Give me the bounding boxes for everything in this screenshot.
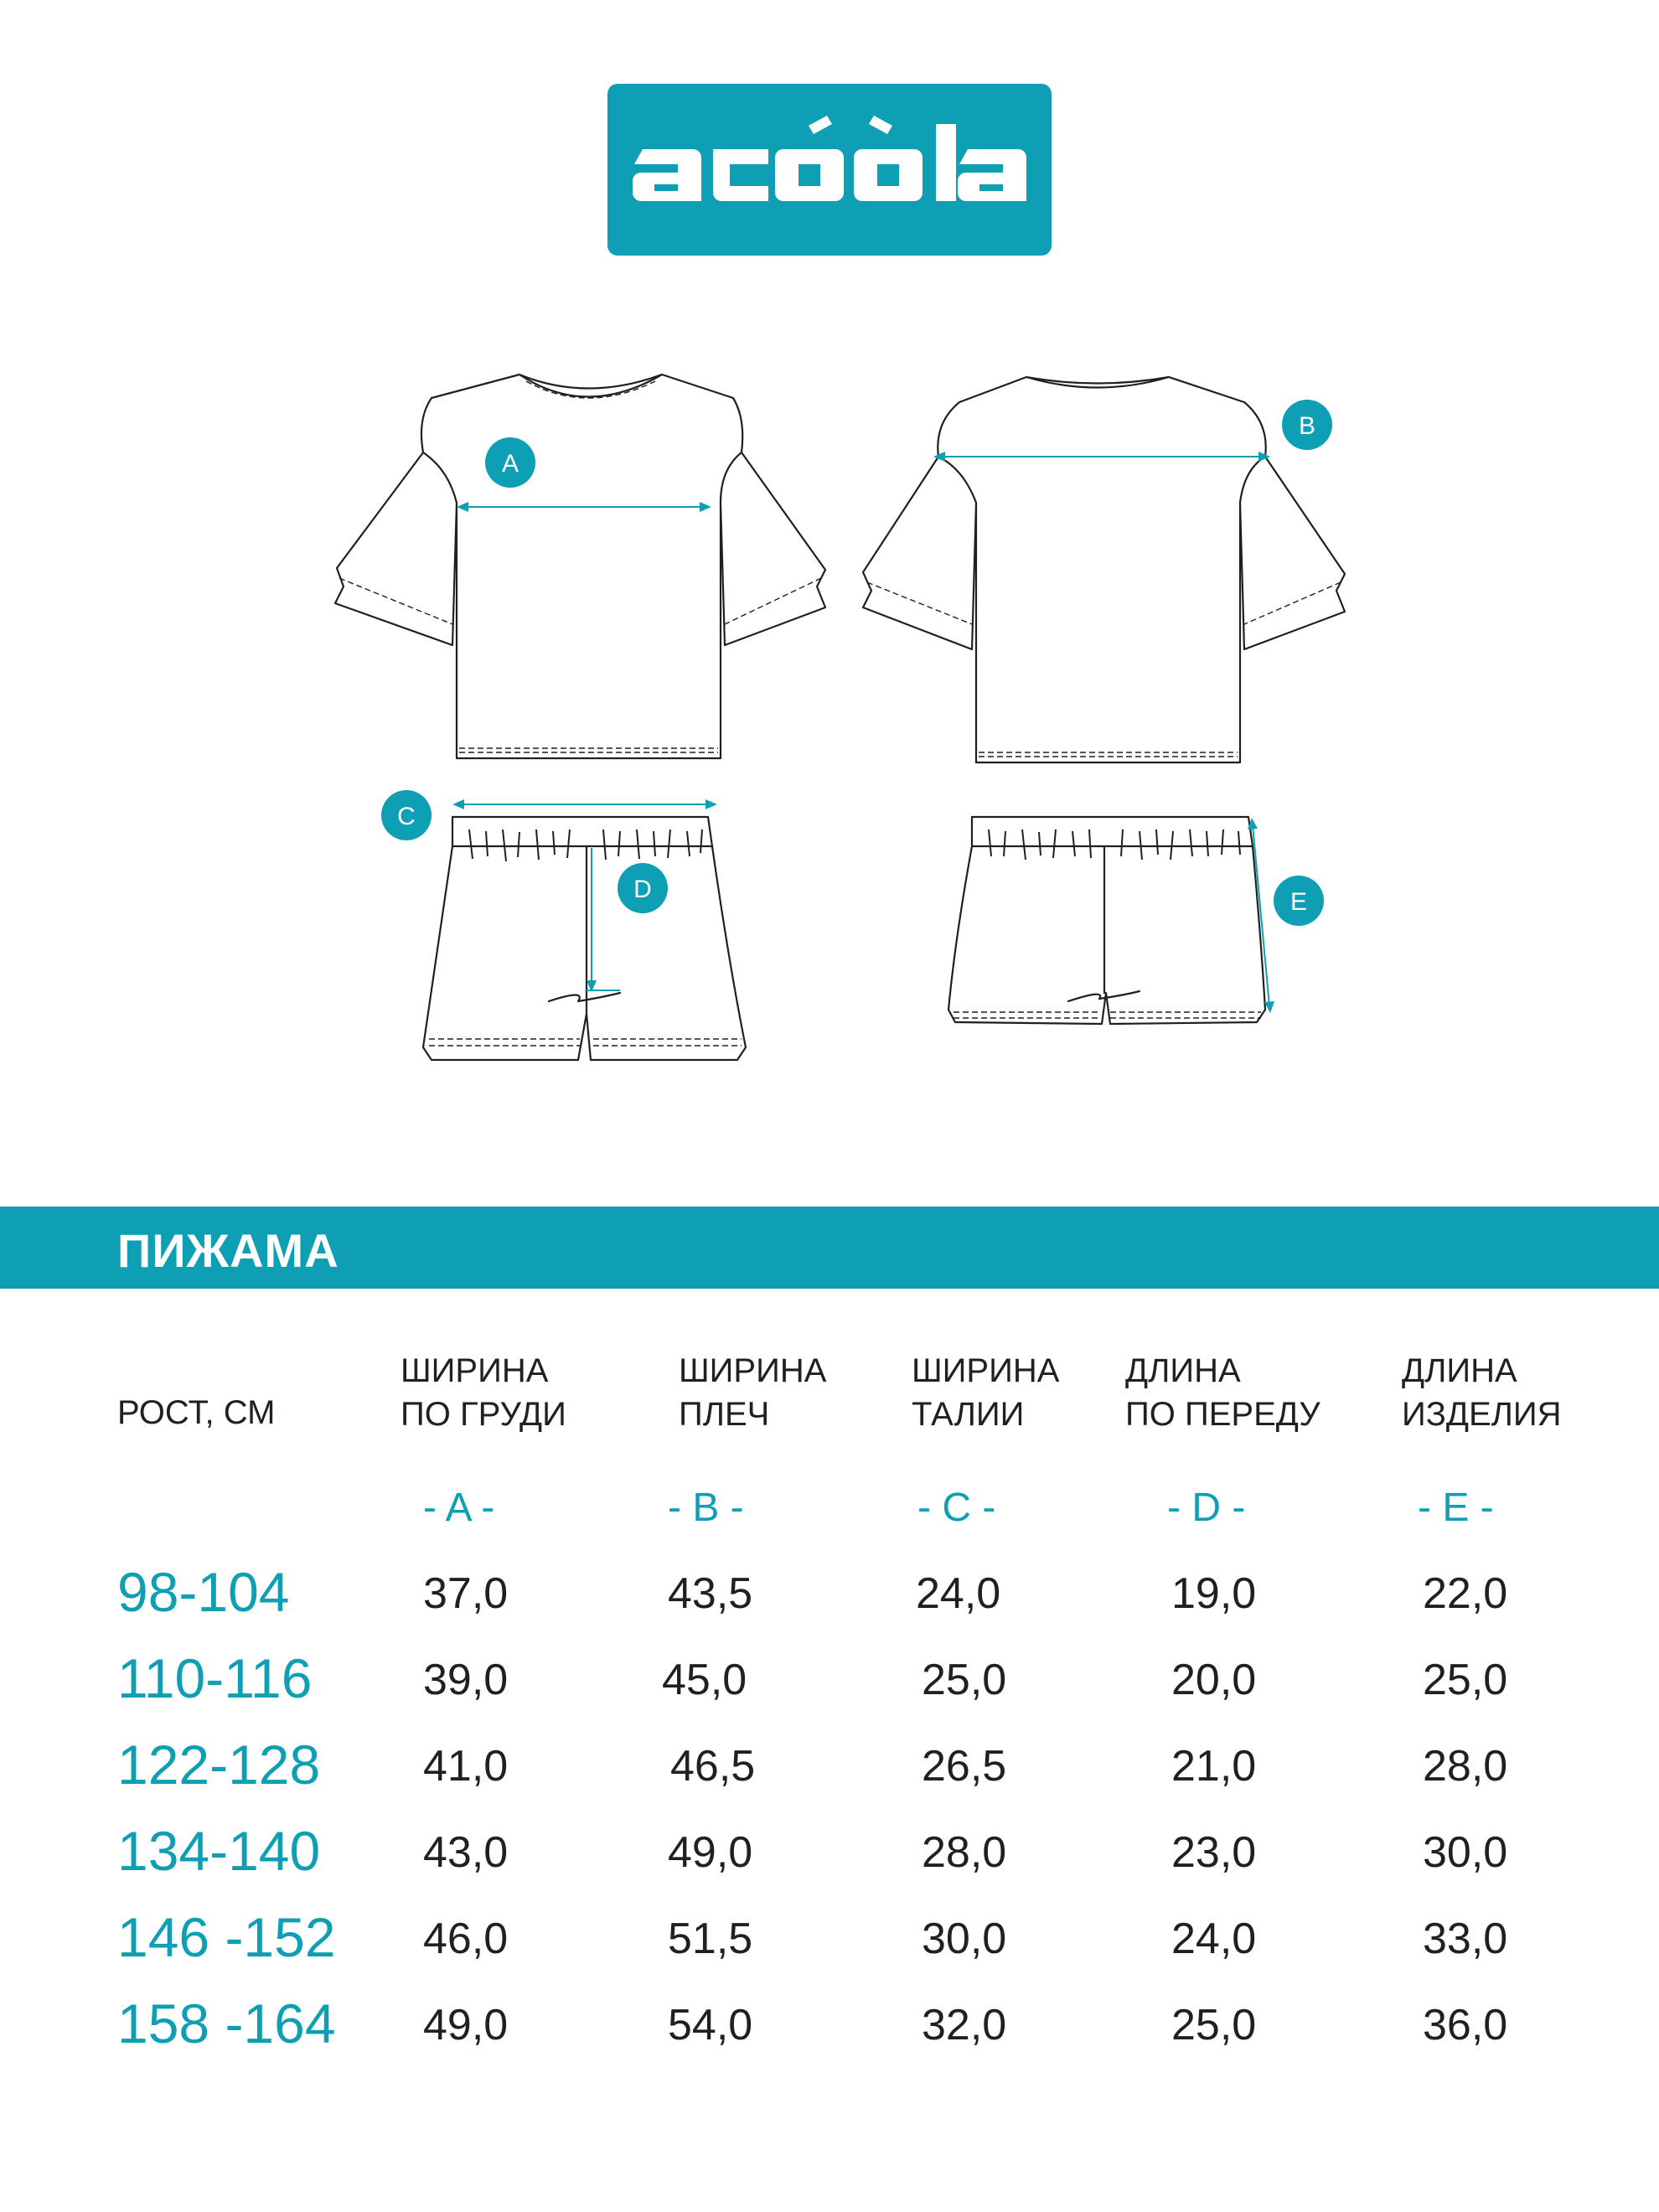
measure-line-b bbox=[933, 452, 1270, 462]
cell-waist-width: 24,0 bbox=[916, 1569, 1001, 1618]
column-code-e: - E - bbox=[1418, 1486, 1494, 1530]
section-title: ПИЖАМА bbox=[117, 1224, 339, 1277]
shorts-back-drawing bbox=[948, 817, 1265, 1024]
cell-product-length: 36,0 bbox=[1423, 2001, 1508, 2049]
cell-waist-width: 26,5 bbox=[922, 1742, 1007, 1791]
column-code-d: - D - bbox=[1167, 1486, 1246, 1530]
cell-shoulder-width: 43,5 bbox=[668, 1569, 753, 1618]
cell-front-length: 21,0 bbox=[1171, 1742, 1257, 1791]
cell-shoulder-width: 51,5 bbox=[668, 1915, 753, 1963]
svg-text:B: B bbox=[1298, 412, 1316, 440]
callout-b bbox=[1282, 400, 1332, 450]
cell-chest-width: 43,0 bbox=[423, 1828, 509, 1877]
row-height: 158 -164 bbox=[117, 1992, 336, 2054]
cell-shoulder-width: 45,0 bbox=[662, 1656, 747, 1704]
column-header-a: ШИРИНА ПО ГРУДИ bbox=[401, 1352, 566, 1433]
cell-waist-width: 28,0 bbox=[922, 1828, 1007, 1877]
callout-d bbox=[618, 863, 668, 913]
cell-shoulder-width: 54,0 bbox=[668, 2001, 753, 2049]
cell-shoulder-width: 46,5 bbox=[670, 1742, 756, 1791]
svg-text:C: C bbox=[397, 803, 416, 830]
cell-shoulder-width: 49,0 bbox=[668, 1828, 753, 1877]
callout-e bbox=[1274, 876, 1324, 926]
measure-line-a bbox=[457, 502, 711, 512]
column-header-d: ДЛИНА ПО ПЕРЕДУ bbox=[1125, 1352, 1320, 1433]
cell-front-length: 25,0 bbox=[1171, 2001, 1257, 2049]
row-height: 134-140 bbox=[117, 1820, 321, 1882]
row-height: 98-104 bbox=[117, 1561, 290, 1623]
cell-product-length: 25,0 bbox=[1423, 1656, 1508, 1704]
cell-front-length: 23,0 bbox=[1171, 1828, 1257, 1877]
cell-chest-width: 49,0 bbox=[423, 2001, 509, 2049]
tshirt-front-drawing bbox=[335, 375, 825, 758]
cell-chest-width: 39,0 bbox=[423, 1656, 509, 1704]
row-height: 110-116 bbox=[117, 1647, 313, 1709]
column-header-c: ШИРИНА ТАЛИИ bbox=[912, 1352, 1060, 1433]
cell-chest-width: 46,0 bbox=[423, 1915, 509, 1963]
column-code-a: - A - bbox=[423, 1486, 495, 1530]
section-banner bbox=[0, 1207, 1659, 1289]
column-header-e: ДЛИНА ИЗДЕЛИЯ bbox=[1402, 1352, 1562, 1433]
cell-front-length: 19,0 bbox=[1171, 1569, 1257, 1618]
callout-a bbox=[485, 437, 535, 488]
cell-chest-width: 41,0 bbox=[423, 1742, 509, 1791]
cell-product-length: 30,0 bbox=[1423, 1828, 1508, 1877]
cell-product-length: 33,0 bbox=[1423, 1915, 1508, 1963]
cell-waist-width: 25,0 bbox=[922, 1656, 1007, 1704]
cell-front-length: 24,0 bbox=[1171, 1915, 1257, 1963]
row-height: 146 -152 bbox=[117, 1906, 336, 1968]
svg-text:A: A bbox=[501, 450, 519, 478]
cell-waist-width: 30,0 bbox=[922, 1915, 1007, 1963]
height-column-header: РОСТ, СМ bbox=[117, 1394, 276, 1431]
callout-c bbox=[381, 790, 432, 840]
svg-text:E: E bbox=[1289, 888, 1308, 916]
cell-product-length: 28,0 bbox=[1423, 1742, 1508, 1791]
cell-chest-width: 37,0 bbox=[423, 1569, 509, 1618]
column-code-b: - B - bbox=[668, 1486, 744, 1530]
measure-line-d bbox=[587, 848, 620, 992]
column-header-b: ШИРИНА ПЛЕЧ bbox=[679, 1352, 827, 1433]
shorts-front-drawing bbox=[423, 817, 746, 1060]
tshirt-back-drawing bbox=[863, 377, 1345, 762]
cell-waist-width: 32,0 bbox=[922, 2001, 1007, 2049]
row-height: 122-128 bbox=[117, 1734, 321, 1796]
cell-front-length: 20,0 bbox=[1171, 1656, 1257, 1704]
measure-line-c bbox=[452, 799, 717, 809]
column-code-c: - C - bbox=[917, 1486, 996, 1530]
svg-text:D: D bbox=[633, 876, 652, 903]
cell-product-length: 22,0 bbox=[1423, 1569, 1508, 1618]
